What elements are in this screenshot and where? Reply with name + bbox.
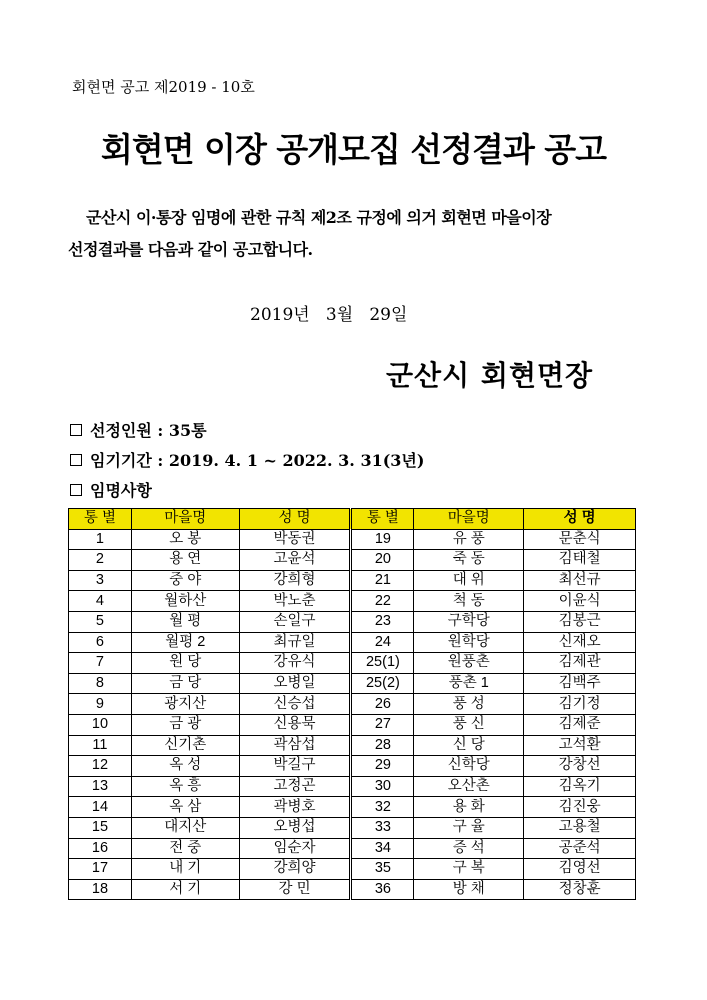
cell-district-number: 26	[351, 694, 414, 715]
cell-district-number: 35	[351, 859, 414, 880]
cell-head-name: 고석환	[524, 735, 636, 756]
cell-head-name: 공준석	[524, 838, 636, 859]
cell-village-name: 옥 흥	[131, 776, 239, 797]
cell-head-name: 강유식	[239, 653, 351, 674]
cell-district-number: 30	[351, 776, 414, 797]
page-title: 회현면 이장 공개모집 선정결과 공고	[100, 130, 607, 169]
cell-village-name: 오 봉	[131, 529, 239, 550]
header-district: 통 별	[69, 509, 132, 530]
table-row	[69, 714, 636, 735]
table-row	[69, 756, 636, 777]
cell-district-number: 18	[69, 879, 132, 900]
cell-district-number: 13	[69, 776, 132, 797]
cell-district-number: 2	[69, 550, 132, 571]
cell-village-name: 용 화	[414, 797, 524, 818]
table-row	[69, 611, 636, 632]
cell-head-name: 김태철	[524, 550, 636, 571]
cell-head-name: 강 민	[239, 879, 351, 900]
cell-head-name: 곽삼섭	[239, 735, 351, 756]
cell-district-number: 12	[69, 756, 132, 777]
cell-district-number: 7	[69, 653, 132, 674]
cell-head-name: 김봉근	[524, 611, 636, 632]
cell-village-name: 원풍촌	[414, 653, 524, 674]
info-selected-count	[70, 418, 207, 441]
table-row	[69, 694, 636, 715]
cell-head-name: 최규일	[239, 632, 351, 653]
cell-village-name: 금 광	[131, 714, 239, 735]
cell-head-name: 신재오	[524, 632, 636, 653]
cell-district-number: 24	[351, 632, 414, 653]
cell-head-name: 박길구	[239, 756, 351, 777]
header-village: 마을명	[414, 509, 524, 530]
cell-village-name: 풍 신	[414, 714, 524, 735]
cell-district-number: 22	[351, 591, 414, 612]
cell-district-number: 5	[69, 611, 132, 632]
cell-district-number: 34	[351, 838, 414, 859]
cell-head-name: 김제준	[524, 714, 636, 735]
cell-head-name: 신승섭	[239, 694, 351, 715]
cell-village-name: 용 연	[131, 550, 239, 571]
table-body	[69, 529, 636, 900]
table-row	[69, 570, 636, 591]
cell-district-number: 19	[351, 529, 414, 550]
table-row	[69, 632, 636, 653]
cell-head-name: 박노춘	[239, 591, 351, 612]
cell-district-number: 1	[69, 529, 132, 550]
cell-district-number: 14	[69, 797, 132, 818]
cell-village-name: 척 동	[414, 591, 524, 612]
cell-head-name: 김백주	[524, 673, 636, 694]
cell-village-name: 증 석	[414, 838, 524, 859]
cell-district-number: 32	[351, 797, 414, 818]
cell-village-name: 광지산	[131, 694, 239, 715]
cell-head-name: 손일구	[239, 611, 351, 632]
notice-body	[68, 202, 658, 266]
cell-village-name: 서 기	[131, 879, 239, 900]
notice-number: 회현면 공고 제2019 - 10호	[72, 78, 255, 96]
cell-district-number: 11	[69, 735, 132, 756]
cell-head-name: 곽병호	[239, 797, 351, 818]
cell-district-number: 4	[69, 591, 132, 612]
table-row	[69, 673, 636, 694]
cell-head-name: 최선규	[524, 570, 636, 591]
table-row	[69, 859, 636, 880]
table-row	[69, 776, 636, 797]
info-selected-count-text: 선정인원 : 35통	[90, 421, 207, 440]
cell-district-number: 3	[69, 570, 132, 591]
cell-village-name: 중 야	[131, 570, 239, 591]
cell-district-number: 21	[351, 570, 414, 591]
cell-village-name: 유 풍	[414, 529, 524, 550]
cell-head-name: 김제관	[524, 653, 636, 674]
cell-head-name: 오병섭	[239, 817, 351, 838]
cell-head-name: 이윤식	[524, 591, 636, 612]
cell-village-name: 옥 성	[131, 756, 239, 777]
cell-head-name: 정창훈	[524, 879, 636, 900]
info-term-text: 임기기간 : 2019. 4. 1 ~ 2022. 3. 31(3년)	[90, 451, 425, 470]
cell-village-name: 월 평	[131, 611, 239, 632]
cell-district-number: 25(2)	[351, 673, 414, 694]
cell-district-number: 17	[69, 859, 132, 880]
table-row	[69, 879, 636, 900]
cell-district-number: 10	[69, 714, 132, 735]
table-row	[69, 817, 636, 838]
cell-district-number: 33	[351, 817, 414, 838]
table-row	[69, 653, 636, 674]
cell-district-number: 16	[69, 838, 132, 859]
cell-district-number: 15	[69, 817, 132, 838]
cell-head-name: 고용철	[524, 817, 636, 838]
header-name: 성 명	[524, 509, 636, 530]
cell-village-name: 풍촌 1	[414, 673, 524, 694]
cell-district-number: 23	[351, 611, 414, 632]
cell-village-name: 신 당	[414, 735, 524, 756]
cell-district-number: 28	[351, 735, 414, 756]
cell-village-name: 옥 삼	[131, 797, 239, 818]
notice-body-line-1: 군산시 이·통장 임명에 관한 규칙 제2조 규정에 의거 회현면 마을이장	[86, 208, 552, 227]
cell-head-name: 강창선	[524, 756, 636, 777]
cell-village-name: 오산촌	[414, 776, 524, 797]
cell-village-name: 대 위	[414, 570, 524, 591]
info-appointment-text: 임명사항	[90, 481, 152, 500]
table-row	[69, 529, 636, 550]
cell-head-name: 박동권	[239, 529, 351, 550]
checkbox-square-icon	[70, 484, 82, 496]
cell-head-name: 김영선	[524, 859, 636, 880]
cell-village-name: 월평 2	[131, 632, 239, 653]
cell-head-name: 문춘식	[524, 529, 636, 550]
table-row	[69, 797, 636, 818]
cell-head-name: 강희양	[239, 859, 351, 880]
cell-head-name: 신용묵	[239, 714, 351, 735]
table-row	[69, 735, 636, 756]
cell-head-name: 김진웅	[524, 797, 636, 818]
appointment-table	[68, 508, 636, 900]
checkbox-square-icon	[70, 454, 82, 466]
cell-head-name: 고윤석	[239, 550, 351, 571]
cell-head-name: 임순자	[239, 838, 351, 859]
cell-district-number: 25(1)	[351, 653, 414, 674]
table-row	[69, 550, 636, 571]
cell-district-number: 6	[69, 632, 132, 653]
cell-village-name: 원학당	[414, 632, 524, 653]
cell-village-name: 금 당	[131, 673, 239, 694]
info-appointment	[70, 478, 152, 501]
cell-village-name: 대지산	[131, 817, 239, 838]
cell-district-number: 29	[351, 756, 414, 777]
table-row	[69, 591, 636, 612]
table-header-row	[69, 509, 636, 530]
cell-district-number: 9	[69, 694, 132, 715]
cell-head-name: 강희형	[239, 570, 351, 591]
notice-body-line-2: 선정결과를 다음과 같이 공고합니다.	[68, 240, 313, 259]
cell-head-name: 김옥기	[524, 776, 636, 797]
cell-village-name: 월하산	[131, 591, 239, 612]
cell-village-name: 방 채	[414, 879, 524, 900]
cell-village-name: 구 복	[414, 859, 524, 880]
notice-date: 2019년 3월 29일	[250, 305, 408, 325]
cell-village-name: 내 기	[131, 859, 239, 880]
cell-district-number: 27	[351, 714, 414, 735]
cell-village-name: 구학당	[414, 611, 524, 632]
cell-village-name: 신학당	[414, 756, 524, 777]
info-term	[70, 448, 424, 471]
header-name: 성 명	[239, 509, 351, 530]
cell-head-name: 오병일	[239, 673, 351, 694]
cell-district-number: 36	[351, 879, 414, 900]
header-village: 마을명	[131, 509, 239, 530]
cell-head-name: 김기정	[524, 694, 636, 715]
checkbox-square-icon	[70, 424, 82, 436]
cell-village-name: 죽 동	[414, 550, 524, 571]
cell-village-name: 전 중	[131, 838, 239, 859]
cell-head-name: 고정곤	[239, 776, 351, 797]
cell-village-name: 구 율	[414, 817, 524, 838]
cell-village-name: 신기촌	[131, 735, 239, 756]
header-district: 통 별	[351, 509, 414, 530]
cell-district-number: 8	[69, 673, 132, 694]
signer: 군산시 회현면장	[386, 359, 594, 392]
table-row	[69, 838, 636, 859]
cell-district-number: 20	[351, 550, 414, 571]
cell-village-name: 원 당	[131, 653, 239, 674]
cell-village-name: 풍 성	[414, 694, 524, 715]
appointment-table-wrapper	[68, 508, 636, 900]
